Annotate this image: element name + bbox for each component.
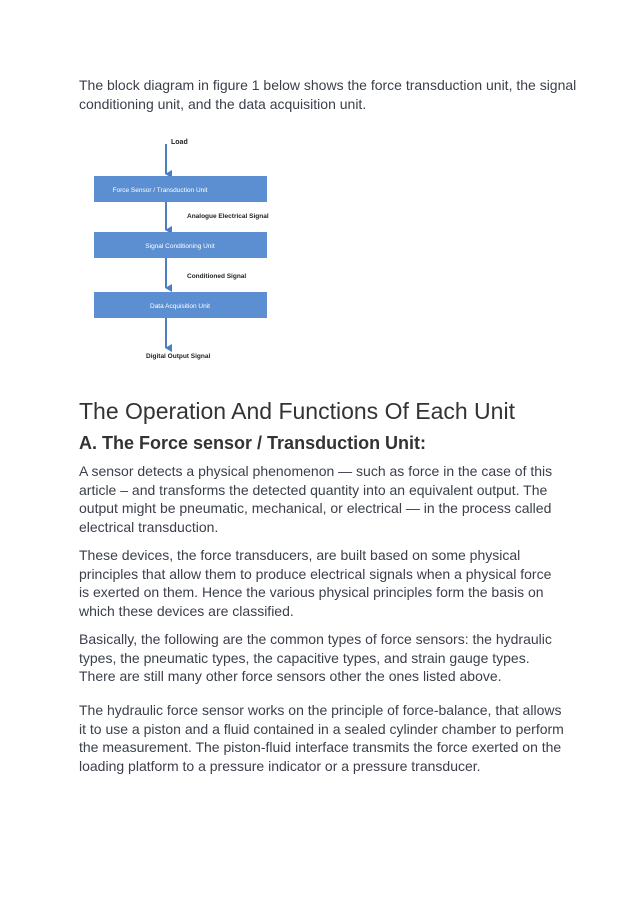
paragraph-3: Basically, the following are the common types of force sensors: the hydraulic types, the pneumatic types, the capacitive types, and strain gauge types. There are still many other force sensors other the ones listed above. — [79, 631, 552, 684]
signal-label-2: Conditioned Signal — [187, 273, 247, 280]
paragraph-4: The hydraulic force sensor works on the principle of force-balance, that allows it to use a piston and a fluid contained in a sealed cylinder chamber to perform the measurement. The piston-fluid interface transmits the force exerted on the loading platform to a pressure indicator or a pressure transducer. — [79, 702, 564, 774]
block-diagram — [80, 134, 310, 364]
intro-paragraph: The block diagram in figure 1 below shows the force transduction unit, the signal conditioning unit, and the data acquisition unit. — [79, 77, 577, 112]
block-label-3: Data Acquisition Unit — [150, 303, 210, 310]
signal-label-3: Digital Output Signal — [146, 353, 211, 360]
block-label-1: Force Sensor / Transduction Unit — [112, 187, 208, 194]
paragraph-1: A sensor detects a physical phenomenon — such as force in the case of this article – and transforms the detected quantity into an equivalent output. The output might be pneumatic, mechanical, or electrical — in the process called electrical transduction. — [79, 463, 553, 535]
paragraph-2: These devices, the force transducers, are built based on some physical principles that allow them to produce electrical signals when a physical force is exerted on them. Hence the various physical principles form the basis on which these devices are classified. — [79, 547, 552, 619]
block-label-2: Signal Conditioning Unit — [145, 243, 215, 250]
subsection-heading: A. The Force sensor / Transduction Unit: — [79, 433, 427, 453]
section-heading: The Operation And Functions Of Each Unit — [79, 398, 515, 424]
signal-label-1: Analogue Electrical Signal — [187, 213, 269, 220]
load-label: Load — [171, 139, 188, 146]
